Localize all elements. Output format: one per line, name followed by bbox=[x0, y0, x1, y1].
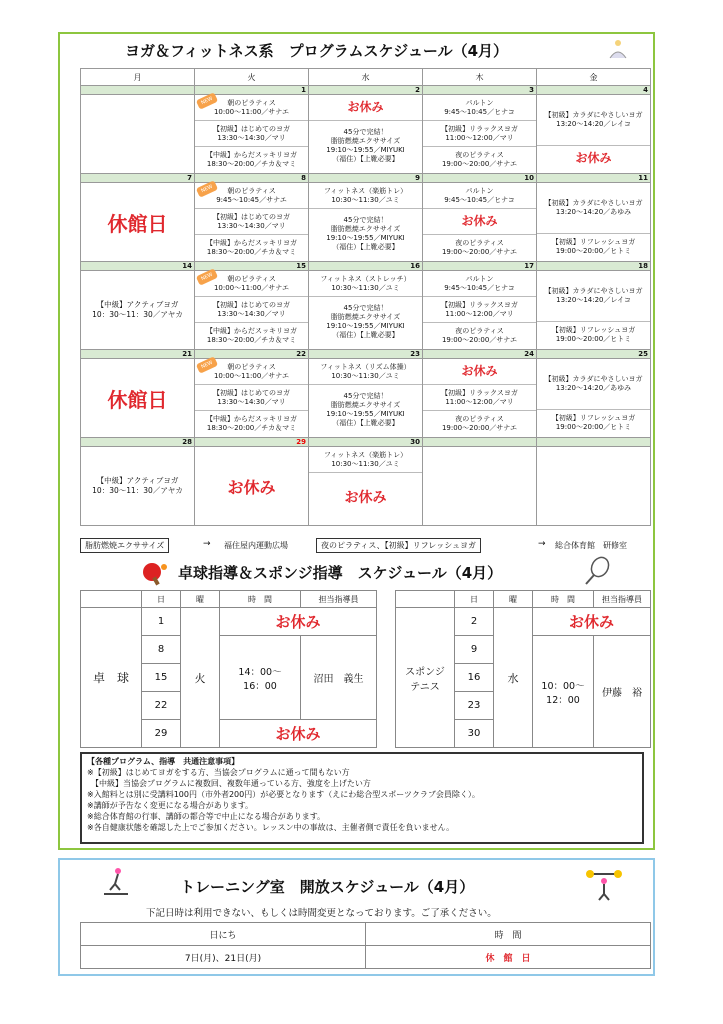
program-slot: パルトン 9:45～10:45／ヒナコ bbox=[423, 95, 536, 121]
header-coach: 担当指導員 bbox=[301, 591, 377, 608]
header-coach: 担当指導員 bbox=[594, 591, 651, 608]
day-cell: 8 bbox=[142, 636, 181, 664]
training-subtitle: 下記日時は利用できない、もしくは時間変更となっております。ご了承ください。 bbox=[146, 908, 497, 919]
rest-label: お休み bbox=[423, 209, 536, 235]
rest-label: お休み bbox=[309, 95, 422, 121]
note-line: ※【初級】はじめてヨガをする方、当協会プログラムに通って間もない方 bbox=[87, 768, 350, 777]
weekday-tue: 火 bbox=[195, 69, 309, 86]
rest-label: お休み bbox=[220, 720, 377, 748]
day-cell: 23 bbox=[455, 692, 494, 720]
program-slot: 夜のピラティス 19:00～20:00／サナエ bbox=[441, 326, 518, 344]
time-cell: 14：00～ 16：00 bbox=[220, 636, 301, 720]
day-number bbox=[537, 438, 651, 447]
empty-cell bbox=[81, 95, 194, 173]
day-cell: 2 bbox=[455, 608, 494, 636]
rest-label: お休み bbox=[220, 608, 377, 636]
program-slot: 【初級】はじめてのヨガ 13:30～14:30／マリ bbox=[195, 209, 308, 235]
program-slot: 【初級】リフレッシュヨガ 19:00～20:00／ヒトミ bbox=[551, 325, 636, 343]
program-slot: 45分で完結！ 脂肪燃焼エクササイズ 19:10～19:55／MIYUKI （福住）【上靴必要】 bbox=[326, 392, 405, 427]
day-cell: 9 bbox=[455, 636, 494, 664]
day-cell: 22 bbox=[142, 692, 181, 720]
rest-label: お休み bbox=[533, 608, 651, 636]
weightlifter-icon bbox=[586, 866, 622, 902]
header-date: 日にち bbox=[81, 923, 366, 946]
header-weekday: 曜 bbox=[181, 591, 220, 608]
program-slot: 【初級】はじめてのヨガ 13:30～14:30／マリ bbox=[195, 121, 308, 147]
empty-header bbox=[396, 591, 455, 608]
venue-note-label: 夜のピラティス、【初級】リフレッシュヨガ bbox=[316, 538, 481, 553]
day-cell: 16 bbox=[455, 664, 494, 692]
venue-name: 総合体育館 研修室 bbox=[555, 541, 627, 550]
empty-header bbox=[81, 591, 142, 608]
weekday-mon: 月 bbox=[81, 69, 195, 86]
program-slot: 【初級】カラダにやさしいヨガ 13:20～14:20／レイコ bbox=[537, 95, 650, 146]
program-time: 10:00～11:00／サナエ bbox=[213, 107, 290, 116]
rest-label: お休み bbox=[423, 359, 536, 385]
note-line: 【中級】当協会プログラムに複数回、複数年通っている方、強度を上げたい方 bbox=[87, 779, 371, 788]
tennis-racket-icon bbox=[582, 556, 612, 586]
closed-label: 休館日 bbox=[107, 211, 168, 236]
program-slot: 夜のピラティス 19:00～20:00／サナエ bbox=[441, 414, 518, 432]
coach-cell: 伊藤 裕 bbox=[594, 636, 651, 748]
day-number: 16 bbox=[309, 262, 423, 271]
day-number: 25 bbox=[537, 350, 651, 359]
training-title: トレーニング室 開放スケジュール（4月） bbox=[180, 878, 475, 896]
day-number: 11 bbox=[537, 174, 651, 183]
header-day: 日 bbox=[455, 591, 494, 608]
day-number: 23 bbox=[309, 350, 423, 359]
header-time: 時 間 bbox=[220, 591, 301, 608]
day-cell: 1 bbox=[142, 608, 181, 636]
new-badge-icon: NEW bbox=[196, 92, 218, 110]
closed-label: 休館日 bbox=[107, 387, 168, 412]
program-slot: 45分で完結！ 脂肪燃焼エクササイズ 19:10～19:55／MIYUKI （福住）【上靴必要】 bbox=[326, 128, 405, 163]
program-slot: パルトン 9:45～10:45／ヒナコ bbox=[423, 271, 536, 297]
ping-pong-paddle-icon bbox=[140, 562, 170, 586]
day-number: 30 bbox=[309, 438, 423, 447]
venue-note-label: 脂肪燃焼エクササイズ bbox=[80, 538, 169, 553]
program-slot: 【中級】からだスッキリヨガ 18:30～20:00／チカ＆マミ bbox=[206, 150, 297, 168]
weekday-wed: 水 bbox=[309, 69, 423, 86]
header-day: 日 bbox=[142, 591, 181, 608]
program-slot: 【初級】カラダにやさしいヨガ 13:20～14:20／レイコ bbox=[537, 271, 650, 322]
program-slot: 【初級】リラックスヨガ 11:00～12:00／マリ bbox=[423, 385, 536, 411]
notes-box bbox=[80, 752, 644, 844]
yoga-figure-icon bbox=[606, 38, 630, 60]
day-number: 28 bbox=[81, 438, 195, 447]
program-slot: NEW 朝のピラティス 9:45～10:45／サナエ bbox=[195, 183, 308, 209]
yoga-title: ヨガ＆フィットネス系 プログラムスケジュール（4月） bbox=[125, 42, 509, 60]
day-number: 3 bbox=[423, 86, 537, 95]
program-slot: 45分で完結！ 脂肪燃焼エクササイズ 19:10～19:55／MIYUKI （福住）【上靴必要】 bbox=[326, 216, 405, 251]
day-number bbox=[423, 438, 537, 447]
program-slot: フィットネス（ストレッチ） 10:30～11:30／ユミ bbox=[309, 271, 422, 297]
day-number bbox=[81, 86, 195, 95]
empty-cell bbox=[537, 447, 650, 525]
program-slot: 45分で完結！ 脂肪燃焼エクササイズ 19:10～19:55／MIYUKI （福住）【上靴必要】 bbox=[326, 304, 405, 339]
program-slot bbox=[195, 95, 308, 121]
day-number: 4 bbox=[537, 86, 651, 95]
date-cell: 7日(月)、21日(月) bbox=[81, 946, 366, 969]
arrow-icon: → bbox=[203, 539, 211, 549]
day-number: 1 bbox=[195, 86, 309, 95]
program-slot: フィットネス（リズム体操） 10:30～11:30／ユミ bbox=[309, 359, 422, 385]
weekday-cell: 水 bbox=[494, 608, 533, 748]
rest-label: お休み bbox=[575, 151, 612, 165]
new-badge-icon: NEW bbox=[196, 180, 218, 198]
program-slot: 【初級】リフレッシュヨガ 19:00～20:00／ヒトミ bbox=[551, 237, 636, 255]
program-slot: 夜のピラティス 19:00～20:00／サナエ bbox=[441, 150, 518, 168]
day-number: 10 bbox=[423, 174, 537, 183]
rest-label: お休み bbox=[344, 489, 387, 506]
program-slot: 【中級】からだスッキリヨガ 18:30～20:00／チカ＆マミ bbox=[206, 238, 297, 256]
day-number: 9 bbox=[309, 174, 423, 183]
yoga-calendar bbox=[80, 68, 651, 528]
sponge-tennis-table bbox=[395, 590, 651, 748]
weekday-thu: 木 bbox=[423, 69, 537, 86]
time-cell: 10：00～ 12：00 bbox=[533, 636, 594, 748]
header-time: 時 間 bbox=[533, 591, 594, 608]
empty-cell bbox=[423, 447, 536, 525]
note-line: ※入館料とは別に受講料100円（市外者200円）が必要となります（えにわ総合型スポーツクラブ会員除く）。 bbox=[87, 790, 480, 799]
treadmill-icon bbox=[100, 866, 132, 898]
training-table bbox=[80, 922, 651, 969]
sport-name: 卓 球 bbox=[81, 608, 142, 748]
day-number: 29 bbox=[195, 438, 309, 447]
arrow-icon: → bbox=[538, 539, 546, 549]
notes-heading: 【各種プログラム、指導 共通注意事項】 bbox=[87, 757, 240, 766]
program-slot: 【初級】リラックスヨガ 11:00～12:00／マリ bbox=[423, 121, 536, 147]
weekday-fri: 金 bbox=[537, 69, 651, 86]
program-slot: フィットネス（楽筋トレ） 10:30～11:30／ユミ bbox=[309, 183, 422, 209]
new-badge-icon: NEW bbox=[196, 268, 218, 286]
header-weekday: 曜 bbox=[494, 591, 533, 608]
program-slot: 【初級】はじめてのヨガ 13:30～14:30／マリ bbox=[195, 297, 308, 323]
program-slot: 【初級】カラダにやさしいヨガ 13:20～14:20／あゆみ bbox=[537, 183, 650, 234]
program-name: 朝のピラティス bbox=[227, 98, 276, 107]
program-slot: フィットネス（楽筋トレ） 10:30～11:30／ユミ bbox=[309, 447, 422, 473]
program-slot: NEW 朝のピラティス 10:00～11:00／サナエ bbox=[195, 271, 308, 297]
day-number: 15 bbox=[195, 262, 309, 271]
day-number: 17 bbox=[423, 262, 537, 271]
status-cell: 休 館 日 bbox=[366, 946, 651, 969]
program-slot: NEW 朝のピラティス 10:00～11:00／サナエ bbox=[195, 359, 308, 385]
note-line: ※各自健康状態を確認した上でご参加ください。レッスン中の事故は、主催者側で責任を負いません。 bbox=[87, 823, 455, 832]
note-line: ※講師が予告なく変更になる場合があります。 bbox=[87, 801, 254, 810]
program-slot: 【初級】リラックスヨガ 11:00～12:00／マリ bbox=[423, 297, 536, 323]
rest-label: お休み bbox=[227, 477, 276, 497]
venue-name: 福住屋内運動広場 bbox=[224, 541, 288, 550]
weekday-cell: 火 bbox=[181, 608, 220, 748]
program-slot: パルトン 9:45～10:45／ヒナコ bbox=[423, 183, 536, 209]
day-number: 8 bbox=[195, 174, 309, 183]
program-slot: 【中級】からだスッキリヨガ 18:30～20:00／チカ＆マミ bbox=[206, 326, 297, 344]
day-number: 24 bbox=[423, 350, 537, 359]
program-slot: 【初級】はじめてのヨガ 13:30～14:30／マリ bbox=[195, 385, 308, 411]
day-cell: 30 bbox=[455, 720, 494, 748]
sport-name: スポンジ テニス bbox=[396, 608, 455, 748]
day-number: 21 bbox=[81, 350, 195, 359]
day-number: 22 bbox=[195, 350, 309, 359]
pingpong-table bbox=[80, 590, 377, 748]
day-number: 18 bbox=[537, 262, 651, 271]
program-slot: 【初級】カラダにやさしいヨガ 13:20～14:20／あゆみ bbox=[537, 359, 650, 410]
program-slot: 【中級】からだスッキリヨガ 18:30～20:00／チカ＆マミ bbox=[206, 414, 297, 432]
program-slot: 夜のピラティス 19:00～20:00／サナエ bbox=[441, 238, 518, 256]
program-slot: 【中級】アクティブヨガ 10：30～11：30／アヤカ bbox=[92, 300, 183, 319]
note-line: ※総合体育館の行事、講師の都合等で中止になる場合があります。 bbox=[87, 812, 326, 821]
day-cell: 29 bbox=[142, 720, 181, 748]
new-badge-icon: NEW bbox=[196, 356, 218, 374]
header-time: 時 間 bbox=[366, 923, 651, 946]
program-slot: 【中級】アクティブヨガ 10：30～11：30／アヤカ bbox=[92, 476, 183, 495]
program-slot: 【初級】リフレッシュヨガ 19:00～20:00／ヒトミ bbox=[551, 413, 636, 431]
day-number: 7 bbox=[81, 174, 195, 183]
pingpong-title: 卓球指導＆スポンジ指導 スケジュール（4月） bbox=[178, 564, 503, 582]
day-number: 14 bbox=[81, 262, 195, 271]
coach-cell: 沼田 義生 bbox=[301, 636, 377, 720]
day-cell: 15 bbox=[142, 664, 181, 692]
day-number: 2 bbox=[309, 86, 423, 95]
